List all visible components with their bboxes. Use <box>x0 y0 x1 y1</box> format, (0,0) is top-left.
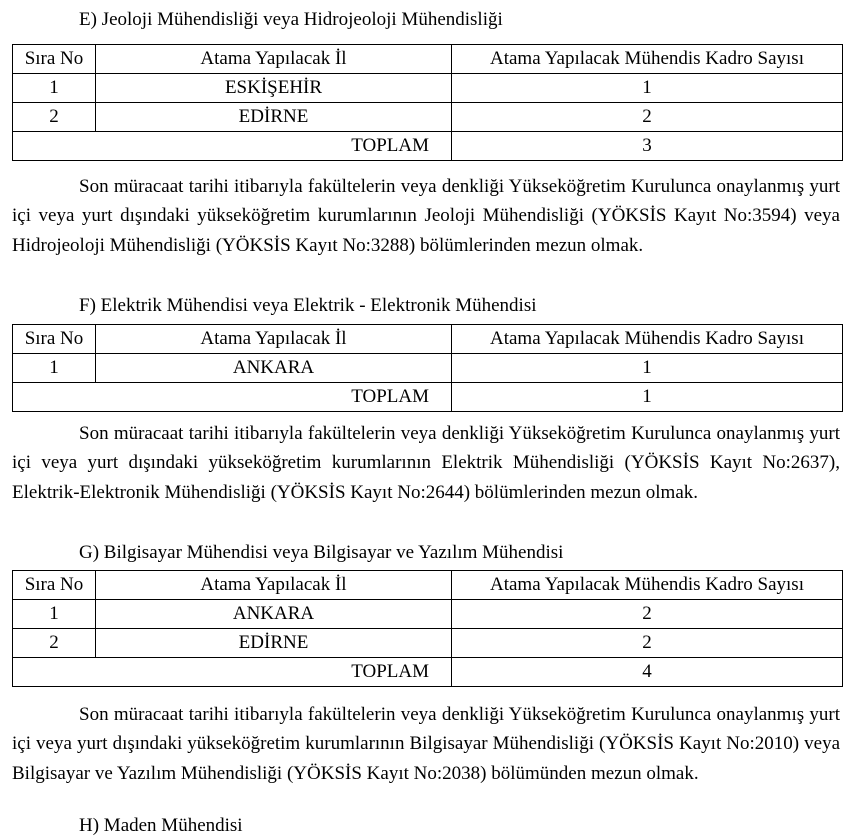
cell-kadro-sayisi: 2 <box>452 629 843 658</box>
requirement-paragraph-e: Son müracaat tarihi itibarıyla fakültelerin veya denkliği Yükseköğretim Kurulunca onaylanmış yurt içi veya yurt dışındaki yükseköğretim kurumlarının Jeoloji Mühendisliği (YÖKSİS Kayıt No:3594) veya Hidrojeoloji Mühendisliği (YÖKSİS Kayıt No:3288) bölümlerinden mezun olmak. <box>12 176 840 256</box>
cell-sira-no: 2 <box>13 103 96 132</box>
kadro-table-f <box>12 324 843 412</box>
cell-il: ANKARA <box>96 600 452 629</box>
cell-sira-no: 1 <box>13 600 96 629</box>
table-header-row <box>13 45 843 74</box>
requirement-paragraph-f: Son müracaat tarihi itibarıyla fakültelerin veya denkliği Yükseköğretim Kurulunca onaylanmış yurt içi veya yurt dışındaki yükseköğretim kurumlarının Elektrik Mühendisliği (YÖKSİS Kayıt No:2637), Elektrik-Elektronik Mühendisliği (YÖKSİS Kayıt No:2644) bölümlerinden mezun olmak. <box>12 423 840 503</box>
header-kadro-sayisi: Atama Yapılacak Mühendis Kadro Sayısı <box>452 571 843 600</box>
header-kadro-sayisi: Atama Yapılacak Mühendis Kadro Sayısı <box>452 45 843 74</box>
table-row <box>13 629 843 658</box>
kadro-table-e <box>12 44 843 161</box>
cell-sira-no: 2 <box>13 629 96 658</box>
cell-il: EDİRNE <box>96 103 452 132</box>
total-label: TOPLAM <box>13 132 452 161</box>
cell-kadro-sayisi: 2 <box>452 600 843 629</box>
table-row <box>13 103 843 132</box>
section-heading-e: E) Jeoloji Mühendisliği veya Hidrojeoloji Mühendisliği <box>79 9 503 30</box>
section-heading-g: G) Bilgisayar Mühendisi veya Bilgisayar ve Yazılım Mühendisi <box>79 542 564 563</box>
cell-il: ANKARA <box>96 354 452 383</box>
cell-il: EDİRNE <box>96 629 452 658</box>
header-atama-il: Atama Yapılacak İl <box>96 325 452 354</box>
table-row <box>13 354 843 383</box>
header-sira-no: Sıra No <box>13 325 96 354</box>
cell-kadro-sayisi: 2 <box>452 103 843 132</box>
cell-sira-no: 1 <box>13 354 96 383</box>
header-kadro-sayisi: Atama Yapılacak Mühendis Kadro Sayısı <box>452 325 843 354</box>
table-header-row <box>13 571 843 600</box>
total-value: 3 <box>452 132 843 161</box>
total-label: TOPLAM <box>13 658 452 687</box>
table-total-row <box>13 383 843 412</box>
table-header-row <box>13 325 843 354</box>
kadro-table-g <box>12 570 843 687</box>
total-value: 4 <box>452 658 843 687</box>
table-row <box>13 600 843 629</box>
total-label: TOPLAM <box>13 383 452 412</box>
header-atama-il: Atama Yapılacak İl <box>96 45 452 74</box>
header-atama-il: Atama Yapılacak İl <box>96 571 452 600</box>
section-heading-h-partial: H) Maden Mühendisi <box>79 815 243 836</box>
cell-kadro-sayisi: 1 <box>452 74 843 103</box>
requirement-paragraph-g: Son müracaat tarihi itibarıyla fakültelerin veya denkliği Yükseköğretim Kurulunca onaylanmış yurt içi veya yurt dışındaki yükseköğretim kurumlarının Bilgisayar Mühendisliği (YÖKSİS Kayıt No:2010) veya Bilgisayar ve Yazılım Mühendisliği (YÖKSİS Kayıt No:2038) bölümünden mezun olmak. <box>12 704 840 784</box>
cell-kadro-sayisi: 1 <box>452 354 843 383</box>
header-sira-no: Sıra No <box>13 571 96 600</box>
section-heading-f: F) Elektrik Mühendisi veya Elektrik - Elektronik Mühendisi <box>79 295 537 316</box>
table-row <box>13 74 843 103</box>
cell-il: ESKİŞEHİR <box>96 74 452 103</box>
table-total-row <box>13 658 843 687</box>
total-value: 1 <box>452 383 843 412</box>
cell-sira-no: 1 <box>13 74 96 103</box>
table-total-row <box>13 132 843 161</box>
header-sira-no: Sıra No <box>13 45 96 74</box>
